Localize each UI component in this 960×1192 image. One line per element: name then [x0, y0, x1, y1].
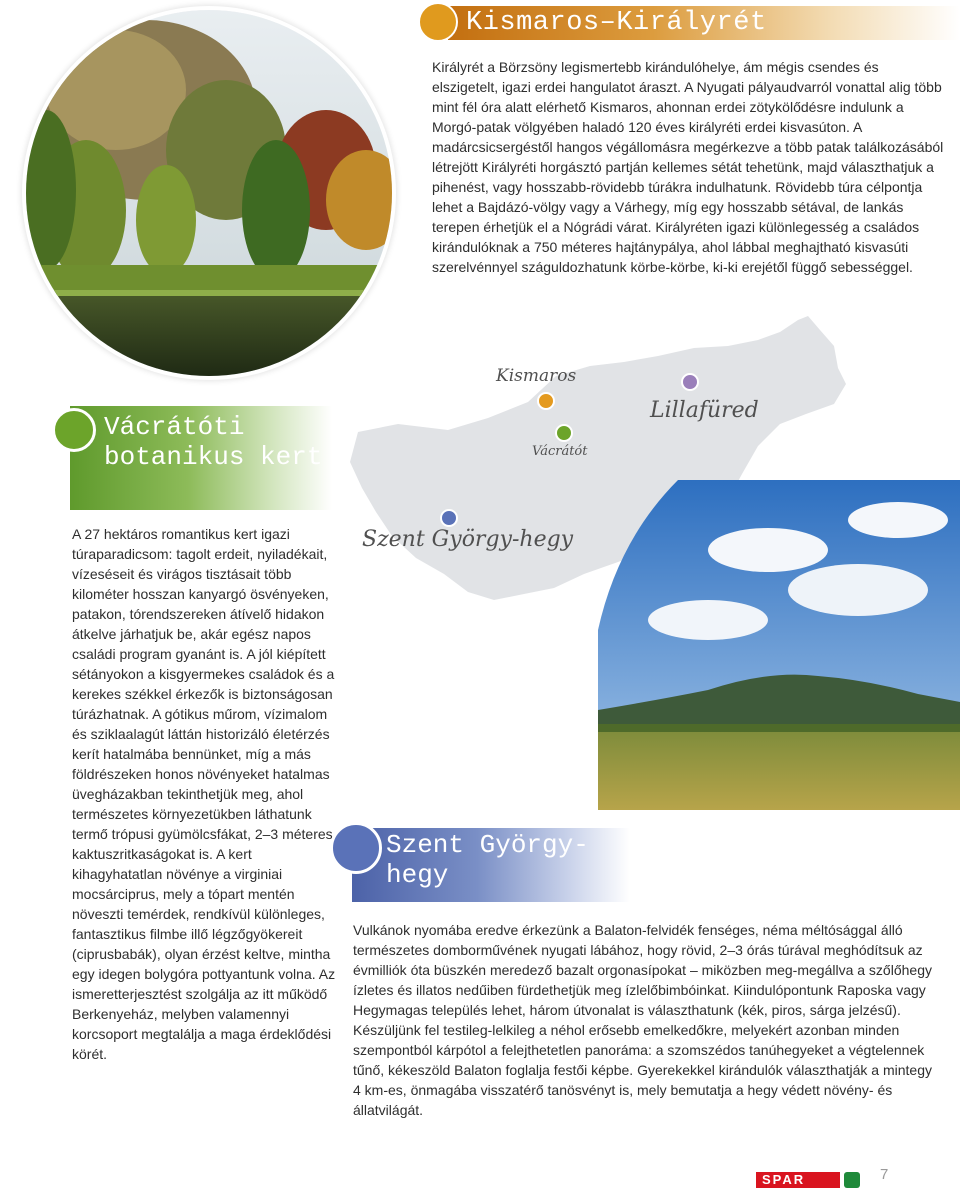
kismaros-title: Kismaros–Királyrét	[466, 8, 767, 38]
vacratot-heading-dot	[52, 408, 96, 452]
kismaros-heading	[418, 2, 960, 42]
szentgyorgy-title: Szent György-hegy	[386, 830, 589, 890]
spar-tree-icon	[844, 1172, 860, 1188]
vacratot-body-text: A 27 hektáros romantikus kert igazi túraparadicsom: tagolt erdeit, nyiladékait, vízeséseit és virágos tisztásait több kilométer hosszan kanyargó ösvényeken, patakon, tórendszereken átívelő hidakon átkelve járhatjuk be, akár egész napos családi program gyanánt is. A jól kiépített sétányokon a kisgyermekes családok és a kerekes székkel érkezők is biztonságosan túrázhatnak. A gótikus műrom, vízimalom és sziklaalagút láttán historizáló életérzés kerít hatalmába bennünket, míg a más földrészeken honos növényeket hatalmas üvegházakban tekinthetjük meg, ahol természetes környezetükben láthatunk termő trópusi gyümölcsfákat, 2–3 méteres kaktuszritkaságokat is. A kert kihagyhatatlan növénye a virginiai mocsárciprus, mely a tópart mentén növeszti temérdek, rendkívül különleges, fantasztikus filmbe illő légzőgyökereit (ciprusbabák), olyan érzést keltve, mintha egy idegen bolygóra pottyantunk volna. Az ismeretterjesztést szolgálja az itt működő Berkenyeház, melyben valamennyi korcsoport megtalálja a maga érdeklődési körét.	[72, 526, 336, 1062]
map-label-szentgyorgy: Szent György-hegy	[362, 527, 574, 552]
kismaros-heading-dot	[418, 2, 458, 42]
szent-gyorgy-hegy-photo	[598, 480, 960, 810]
map-label-kismaros: Kismaros	[496, 366, 577, 386]
spar-logo-text: SPAR	[762, 1172, 806, 1187]
szentgyorgy-heading-dot	[330, 822, 382, 874]
spar-logo	[756, 1170, 864, 1190]
szentgyorgy-body-text: Vulkánok nyomába eredve érkezünk a Balaton-felvidék fenséges, néma méltósággal álló természetes domborművének nyugati lábához, hogy rövid, 2–3 órás túrával meghódítsuk az évmilliók óta büszkén meredező bazalt orgonasípokat – miközben meg-megállva a szőlőhegy ízletes és illatos nedűiben fürdethetjük meg ízlelőbimbóinkat. Kiindulópontunk Raposka vagy Hegymagas település lehet, három útvonalat is választhatunk (kék, piros, sárga jelzésű). Készüljünk fel testileg-lelkileg a néhol erősebb emelkedőkre, melyekért azonban minden szempontból kárpótol a felejthetetlen panoráma: a szomszédos tanúhegyeket a végtelennek tűnő, kékeszöld Balaton foglalja festői képbe. Gyerekekkel kirándulók választhatják a mintegy 4 km-es, önmagába visszatérő tanösvényt is, mely bemutatja a hegy védett növény- és állatvilágát.	[353, 922, 932, 1118]
map-marker-vacratot	[555, 424, 573, 442]
map-marker-lillafured	[681, 373, 699, 391]
kismaros-body-text: Királyrét a Börzsöny legismertebb kirándulóhelye, ám mégis csendes és elszigetelt, igazi erdei hangulatot áraszt. A Nyugati pályaudvarról vonattal alig több mint fél óra alatt elérhető Kismaros, ahonnan erdei zötykölődésre indulunk a Morgó-patak völgyében haladó 120 éves királyréti erdei kisvasúton. A madárcsicsergéstől hangos végállomásra megérkezve a több patak találkozásából létrejött Királyréti horgásztó partján kellemes sétát tehetünk, majd választhatjuk a pihenést, vagy hosszabb-rövidebb túrákra indulhatunk. Rövidebb túra célpontja lehet a Bajdázó-völgy vagy a Várhegy, míg egy hosszabb sétával, de lankás terepen érhetjük el a Nógrádi várat. Királyréten igazi különlegesség a családos kirándulóknak a 750 méteres hajtánypálya, ahol lábbal meghajtható kisvasúti szerelvénnyel száguldozhatunk körbe-körbe, ki-ki erejétől függő sebességgel.	[432, 59, 944, 275]
map-label-lillafured: Lillafüred	[650, 398, 759, 423]
vacratot-title: Vácrátóti botanikus kert	[104, 412, 323, 472]
page-number: 7	[880, 1166, 889, 1183]
map-marker-kismaros	[537, 392, 555, 410]
vacratot-heading	[52, 406, 332, 510]
map-label-vacratot: Vácrátót	[532, 444, 588, 459]
map-marker-szentgyorgy	[440, 509, 458, 527]
szentgyorgy-heading	[330, 822, 630, 902]
